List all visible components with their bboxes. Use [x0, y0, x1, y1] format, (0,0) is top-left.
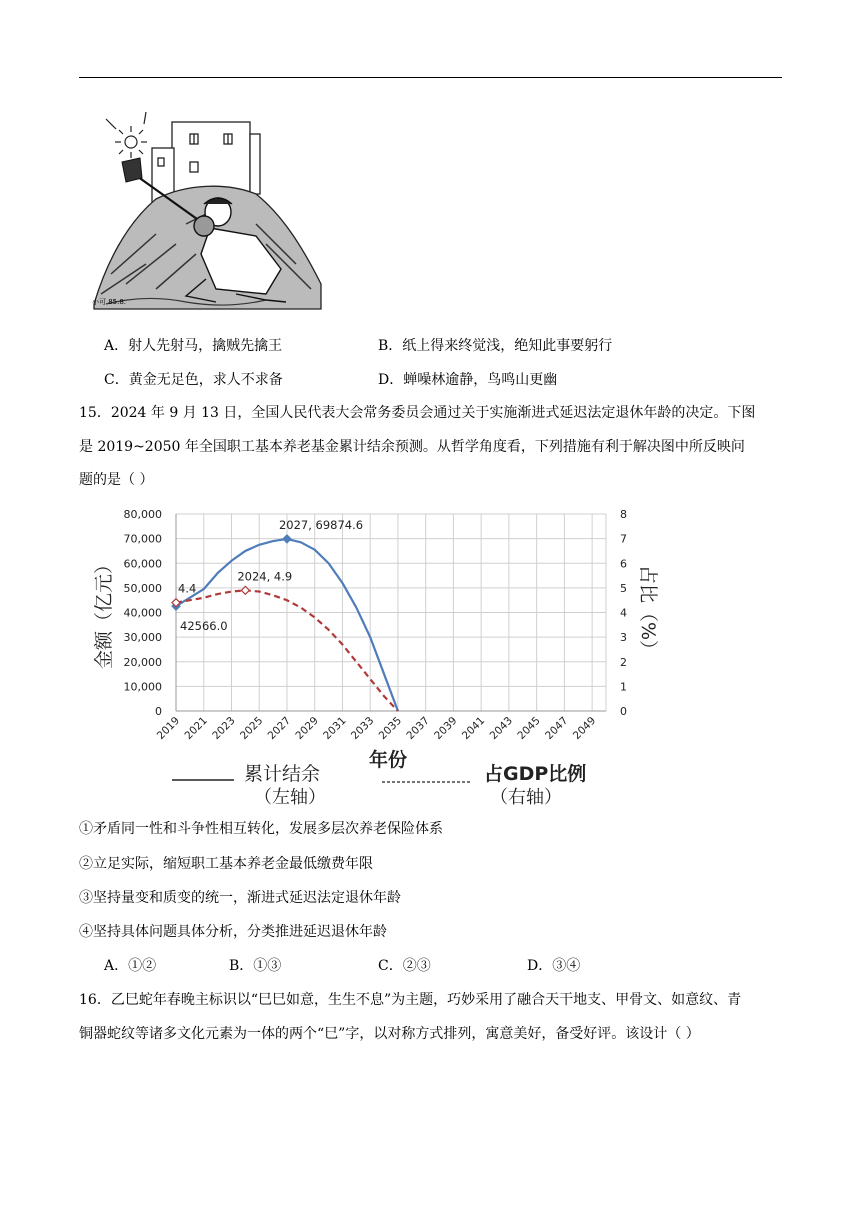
y-tick-left: 70,000 [123, 532, 162, 546]
y-axis-title-right: 占比（%） [637, 564, 659, 660]
data-label: 2027, 69874.6 [278, 517, 364, 532]
y-tick-right: 5 [620, 581, 627, 595]
q15-option-b: B．①③ [229, 958, 282, 974]
y-tick-left: 60,000 [123, 557, 162, 571]
artist-signature: 小可 85.8. [92, 298, 127, 306]
x-tick-label: 2037 [404, 714, 432, 743]
q15-statement-3: ③坚持量变和质变的统一，渐进式延迟法定退休年龄 [79, 890, 401, 906]
y-tick-left: 50,000 [123, 581, 162, 595]
q15-stem-line2: 是 2019~2050 年全国职工基本养老基金累计结余预测。从哲学角度看，下列措施有利于解决图中所反映问 [79, 439, 745, 455]
q15-option-d: D．③④ [527, 958, 581, 974]
x-tick-label: 2039 [432, 714, 460, 743]
q14-option-d: D．蝉噪林逾静，鸟鸣山更幽 [378, 372, 558, 388]
y-tick-right: 4 [620, 606, 627, 620]
data-point [283, 535, 291, 543]
header-rule [79, 77, 782, 78]
x-tick-label: 2021 [182, 714, 210, 743]
legend-sublabel: （左轴） [254, 787, 326, 808]
x-axis-title: 年份 [368, 749, 408, 771]
y-tick-left: 40,000 [123, 606, 162, 620]
y-tick-right: 8 [620, 508, 627, 521]
q15-option-c: C．②③ [378, 958, 431, 974]
y-tick-right: 0 [620, 705, 627, 718]
q15-statement-4: ④坚持具体问题具体分析，分类推进延迟退休年龄 [79, 924, 387, 940]
legend-sublabel: （右轴） [490, 787, 562, 808]
q14-option-a: A．射人先射马，擒贼先擒王 [104, 338, 283, 354]
y-tick-left: 20,000 [123, 655, 162, 669]
x-tick-label: 2025 [237, 714, 266, 743]
q14-option-b: B．纸上得来终觉浅，绝知此事要躬行 [378, 338, 613, 354]
x-tick-label: 2033 [348, 714, 377, 743]
cartoon-illustration [86, 104, 326, 314]
data-label: 42566.0 [180, 619, 228, 634]
y-tick-right: 1 [620, 680, 627, 694]
y-tick-right: 7 [620, 532, 627, 546]
y-tick-left: 80,000 [123, 508, 162, 521]
x-tick-label: 2049 [570, 714, 599, 743]
x-tick-label: 2029 [293, 714, 321, 743]
q15-statement-1: ①矛盾同一性和斗争性相互转化，发展多层次养老保险体系 [79, 821, 443, 837]
data-label: 2024, 4.9 [237, 569, 293, 584]
x-tick-label: 2045 [515, 714, 543, 743]
x-tick-label: 2035 [376, 714, 405, 743]
q16-stem-line2: 铜器蛇纹等诸多文化元素为一体的两个“巳”字，以对称方式排列，寓意美好，备受好评。该设计（ ） [79, 1026, 700, 1042]
q15-stem-line1: 15．2024 年 9 月 13 日，全国人民代表大会常务委员会通过关于实施渐进式延迟法定退休年龄的决定。下图 [79, 405, 756, 421]
x-tick-label: 2041 [459, 714, 488, 743]
sun-icon [106, 112, 147, 158]
x-tick-label: 2023 [210, 714, 238, 743]
x-tick-label: 2027 [265, 714, 294, 743]
q15-stem-line3: 题的是（ ） [79, 472, 154, 488]
y-tick-left: 30,000 [123, 631, 162, 645]
q15-option-a: A．①② [104, 958, 157, 974]
y-tick-right: 2 [620, 655, 627, 669]
y-tick-left: 10,000 [123, 680, 162, 694]
x-tick-label: 2031 [321, 714, 349, 743]
pension-fund-chart [86, 500, 659, 815]
legend-label: 累计结余 [244, 763, 321, 785]
x-tick-label: 2047 [543, 714, 571, 743]
q16-stem-line1: 16．乙巳蛇年春晚主标识以“巳巳如意，生生不息”为主题，巧妙采用了融合天干地支、甲骨文、如意纹、青 [79, 992, 742, 1008]
y-tick-right: 3 [620, 631, 627, 645]
y-tick-left: 0 [155, 705, 162, 718]
x-tick-label: 2019 [154, 714, 183, 743]
y-axis-title-left: 金额（亿元） [93, 554, 115, 670]
q15-statement-2: ②立足实际，缩短职工基本养老金最低缴费年限 [79, 856, 373, 872]
data-label: 4.4 [178, 581, 197, 596]
y-tick-right: 6 [620, 557, 627, 571]
q14-option-c: C．黄金无足色，求人不求备 [104, 372, 283, 388]
x-tick-label: 2043 [487, 714, 516, 743]
legend-label: 占GDP比例 [484, 763, 587, 785]
